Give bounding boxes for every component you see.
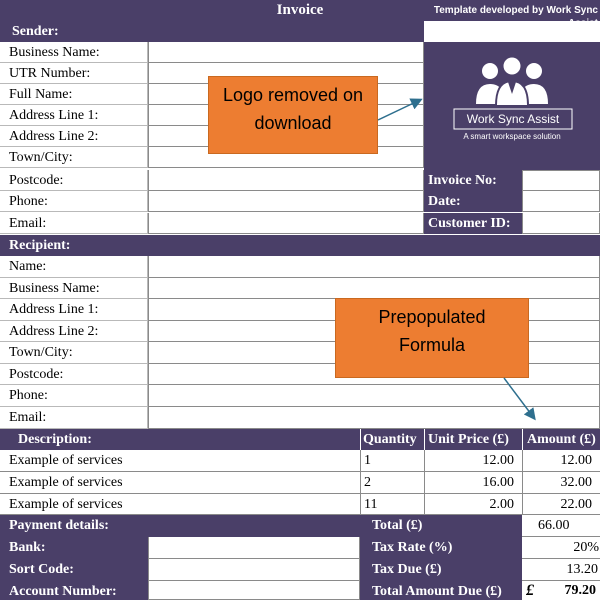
invoice-no-label: Invoice No: — [424, 170, 522, 191]
sender-email-input[interactable] — [148, 213, 424, 234]
items-header-quantity: Quantity — [360, 429, 424, 450]
recipient-heading: Recipient: — [0, 235, 600, 256]
recipient-name-input[interactable] — [148, 256, 600, 278]
recipient-label-phone: Phone: — [0, 385, 148, 407]
team-people-icon — [424, 42, 600, 170]
invoice-title: Invoice — [276, 2, 324, 18]
customer-id-input[interactable] — [522, 213, 600, 234]
item-quantity[interactable]: 2 — [360, 472, 424, 494]
sender-label-address-1: Address Line 1: — [0, 105, 148, 126]
sort-code-input[interactable] — [148, 559, 360, 581]
amount-due-value: 79.20 — [564, 583, 596, 598]
bank-label: Bank: — [0, 537, 148, 559]
recipient-label-postcode: Postcode: — [0, 364, 148, 385]
tax-due-label: Tax Due (£) — [360, 559, 522, 581]
item-amount: 32.00 — [522, 472, 600, 494]
recipient-label-town: Town/City: — [0, 342, 148, 364]
item-amount: 22.00 — [522, 494, 600, 515]
items-header-unit-price: Unit Price (£) — [424, 429, 522, 450]
sender-postcode-input[interactable] — [148, 170, 424, 191]
currency-symbol: £ — [526, 582, 534, 599]
prepopulated-formula-callout-text: Prepopulated Formula — [378, 307, 486, 355]
recipient-email-input[interactable] — [148, 407, 600, 429]
item-description[interactable]: Example of services — [0, 472, 360, 494]
recipient-label-business-name: Business Name: — [0, 278, 148, 299]
recipient-label-address-1: Address Line 1: — [0, 299, 148, 321]
item-unit-price[interactable]: 2.00 — [424, 494, 522, 515]
sender-label-postcode: Postcode: — [0, 170, 148, 191]
items-header-description: Description: — [0, 429, 360, 450]
logo-removed-callout-text: Logo removed on download — [222, 85, 364, 133]
sender-label-email: Email: — [0, 213, 148, 234]
customer-id-label: Customer ID: — [424, 213, 522, 234]
items-header-amount: Amount (£) — [522, 429, 600, 450]
tax-due-value: 13.20 — [522, 559, 600, 581]
account-number-input[interactable] — [148, 581, 360, 600]
account-number-label: Account Number: — [0, 581, 148, 600]
item-quantity[interactable]: 1 — [360, 450, 424, 472]
sender-label-business-name: Business Name: — [0, 42, 148, 63]
logo-brand-name: Work Sync Assist — [466, 112, 560, 126]
item-description[interactable]: Example of services — [0, 494, 360, 515]
template-credit: Template developed by Work Sync Assist — [433, 5, 598, 29]
sender-label-phone: Phone: — [0, 191, 148, 212]
date-label: Date: — [424, 191, 522, 212]
logo-removed-callout — [208, 76, 378, 154]
item-unit-price[interactable]: 16.00 — [424, 472, 522, 494]
sender-label-utr: UTR Number: — [0, 63, 148, 84]
total-value: 66.00 — [522, 515, 600, 537]
item-amount: 12.00 — [522, 450, 600, 472]
tax-rate-label: Tax Rate (%) — [360, 537, 522, 559]
sender-label-address-2: Address Line 2: — [0, 126, 148, 147]
recipient-phone-input[interactable] — [148, 385, 600, 407]
sender-heading: Sender: — [0, 21, 424, 42]
recipient-label-email: Email: — [0, 407, 148, 429]
sender-business-name-input[interactable] — [148, 42, 424, 63]
logo-area — [424, 42, 600, 170]
logo-tagline: A smart workspace solution — [463, 132, 561, 141]
recipient-business-name-input[interactable] — [148, 278, 600, 299]
amount-due-label: Total Amount Due (£) — [360, 581, 522, 600]
item-description[interactable]: Example of services — [0, 450, 360, 472]
item-unit-price[interactable]: 12.00 — [424, 450, 522, 472]
item-quantity[interactable]: 11 — [360, 494, 424, 515]
bank-input[interactable] — [148, 537, 360, 559]
sender-phone-input[interactable] — [148, 191, 424, 212]
prepopulated-formula-callout — [335, 298, 529, 378]
date-input[interactable] — [522, 191, 600, 212]
total-label: Total (£) — [360, 515, 522, 537]
recipient-label-address-2: Address Line 2: — [0, 321, 148, 342]
tax-rate-value[interactable]: 20% — [522, 537, 600, 559]
payment-heading: Payment details: — [0, 515, 360, 537]
sender-label-town: Town/City: — [0, 147, 148, 168]
recipient-label-name: Name: — [0, 256, 148, 278]
sender-label-full-name: Full Name: — [0, 84, 148, 105]
sort-code-label: Sort Code: — [0, 559, 148, 581]
invoice-no-input[interactable] — [522, 170, 600, 191]
